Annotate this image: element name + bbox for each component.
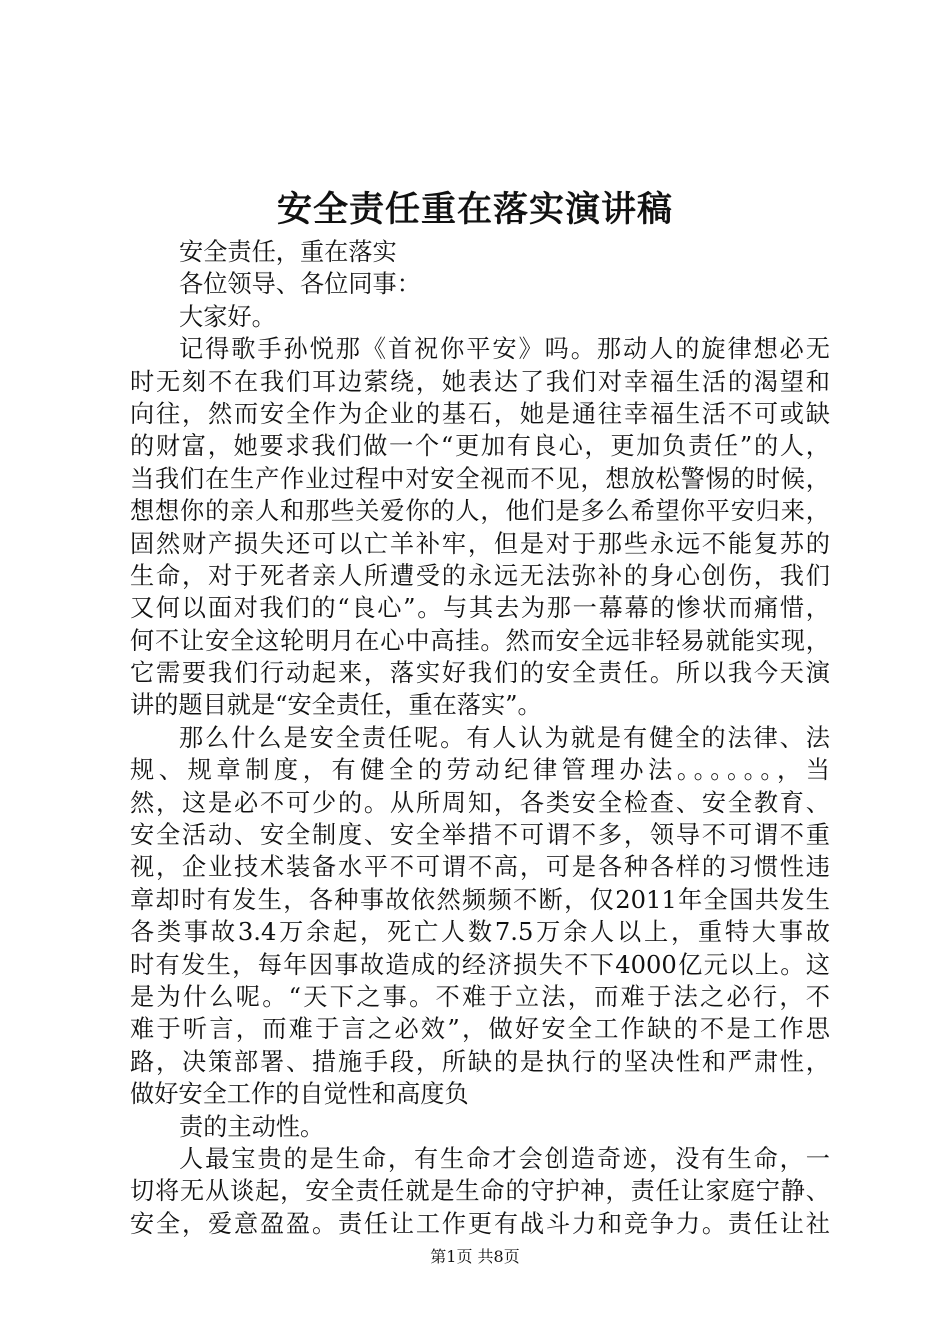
text-line: 是为什么呢。“天下之事。不难于立法，而难于法之必行，不 — [130, 982, 830, 1011]
text-line: 然，这是必不可少的。从所周知，各类安全检查、安全教育、 — [130, 788, 830, 817]
page-footer: 第1页 共8页 — [430, 1247, 520, 1266]
text-line: 何不让安全这轮明月在心中高挂。然而安全远非轻易就能实现， — [130, 626, 830, 655]
text-line: 规、规章制度，有健全的劳动纪律管理办法。。。。。。，当 — [130, 756, 830, 785]
text-line: 想想你的亲人和那些关爱你的人，他们是多么希望你平安归来， — [130, 497, 830, 526]
text-line: 固然财产损失还可以亡羊补牢，但是对于那些永远不能复苏的 — [130, 529, 830, 558]
text-line: 记得歌手孙悦那《首祝你平安》吗。那动人的旋律想必无 — [179, 335, 830, 364]
text-line: 章却时有发生，各种事故依然频频不断，仅2011年全国共发生 — [130, 885, 830, 914]
text-line: 各位领导、各位同事： — [179, 270, 421, 299]
text-line: 时有发生，每年因事故造成的经济损失不下4000亿元以上。这 — [130, 950, 830, 979]
text-line: 人最宝贵的是生命，有生命才会创造奇迹，没有生命，一 — [179, 1144, 830, 1173]
text-line: 时无刻不在我们耳边萦绕，她表达了我们对幸福生活的渴望和 — [130, 367, 830, 396]
text-line: 的财富，她要求我们做一个“更加有良心，更加负责任”的人， — [130, 432, 830, 461]
document-body — [130, 236, 830, 1240]
text-line: 它需要我们行动起来，落实好我们的安全责任。所以我今天演 — [130, 659, 830, 688]
text-line: 各类事故3.4万余起，死亡人数7.5万余人以上，重特大事故 — [130, 918, 830, 947]
text-line: 又何以面对我们的“良心”。与其去为那一幕幕的惨状而痛惜， — [130, 594, 830, 623]
text-line: 那么什么是安全责任呢。有人认为就是有健全的法律、法 — [179, 723, 830, 752]
text-line: 安全活动、安全制度、安全举措不可谓不多，领导不可谓不重 — [130, 821, 830, 850]
text-line: 向往，然而安全作为企业的基石，她是通往幸福生活不可或缺 — [130, 399, 830, 428]
text-line: 安全，爱意盈盈。责任让工作更有战斗力和竞争力。责任让社 — [130, 1209, 830, 1238]
text-line: 生命，对于死者亲人所遭受的永远无法弥补的身心创伤，我们 — [130, 561, 830, 590]
text-line: 安全责任，重在落实 — [179, 238, 397, 266]
text-line: 切将无从谈起，安全责任就是生命的守护神，责任让家庭宁静、 — [130, 1177, 830, 1206]
text-line: 当我们在生产作业过程中对安全视而不见，想放松警惕的时候， — [130, 464, 830, 493]
text-line: 责的主动性。 — [179, 1112, 325, 1141]
text-line: 视，企业技术装备水平不可谓不高，可是各种各样的习惯性违 — [130, 853, 830, 882]
text-line: 讲的题目就是“安全责任，重在落实”。 — [130, 691, 542, 720]
text-line: 难于听言，而难于言之必效”，做好安全工作缺的不是工作思 — [130, 1015, 830, 1044]
text-line: 大家好。 — [179, 302, 276, 331]
text-line: 路，决策部署、措施手段，所缺的是执行的坚决性和严肃性， — [130, 1047, 830, 1076]
text-line: 做好安全工作的自觉性和高度负 — [130, 1080, 469, 1109]
document-title: 安全责任重在落实演讲稿 — [276, 189, 673, 230]
